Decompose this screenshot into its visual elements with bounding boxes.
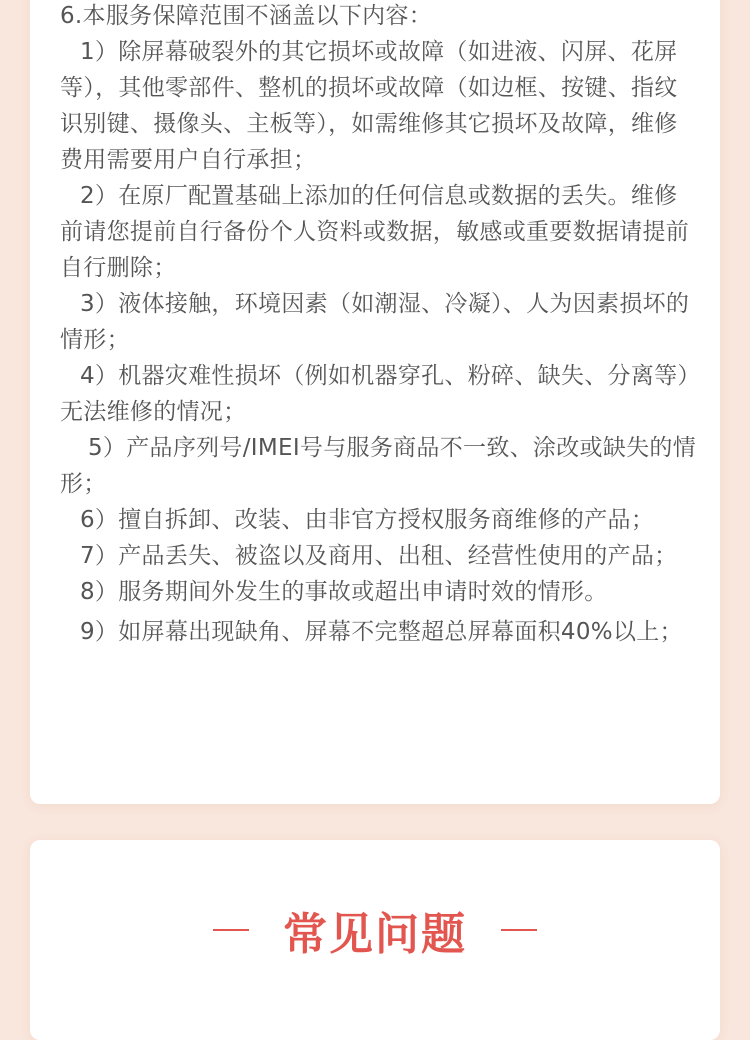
faq-card	[30, 840, 720, 1040]
service-terms-content	[60, 0, 700, 650]
faq-right-divider	[501, 929, 537, 931]
faq-title: 常见问题	[283, 909, 467, 960]
exclusion-item-2: 2）在原厂配置基础上添加的任何信息或数据的丢失。维修前请您提前自行备份个人资料或数据，敏感或重要数据请提前自行删除；	[60, 183, 690, 281]
faq-left-divider	[213, 929, 249, 931]
exclusion-item-4: 4）机器灾难性损坏（例如机器穿孔、粉碎、缺失、分离等）无法维修的情况；	[60, 363, 690, 425]
exclusions-heading: 6.本服务保障范围不涵盖以下内容：	[60, 3, 433, 29]
exclusion-item-6: 6）擅自拆卸、改装、由非官方授权服务商维修的产品；	[80, 507, 655, 533]
exclusion-item-7: 7）产品丢失、被盗以及商用、出租、经营性使用的产品；	[80, 543, 678, 569]
exclusion-item-8: 8）服务期间外发生的事故或超出申请时效的情形。	[80, 579, 608, 605]
service-terms-card	[30, 0, 720, 804]
faq-header	[30, 900, 720, 960]
exclusion-item-3: 3）液体接触，环境因素（如潮湿、冷凝）、人为因素损坏的情形；	[60, 291, 690, 353]
exclusion-item-1: 1）除屏幕破裂外的其它损坏或故障（如进液、闪屏、花屏等），其他零部件、整机的损坏或故障（如边框、按键、指纹识别键、摄像头、主板等），如需维修其它损坏及故障，维修费用需要用户自行承担；	[60, 39, 678, 173]
exclusion-item-5: 5）产品序列号/IMEI号与服务商品不一致、涂改或缺失的情形；	[60, 435, 697, 497]
exclusion-item-9: 9）如屏幕出现缺角、屏幕不完整超总屏幕面积40%以上；	[80, 619, 683, 645]
